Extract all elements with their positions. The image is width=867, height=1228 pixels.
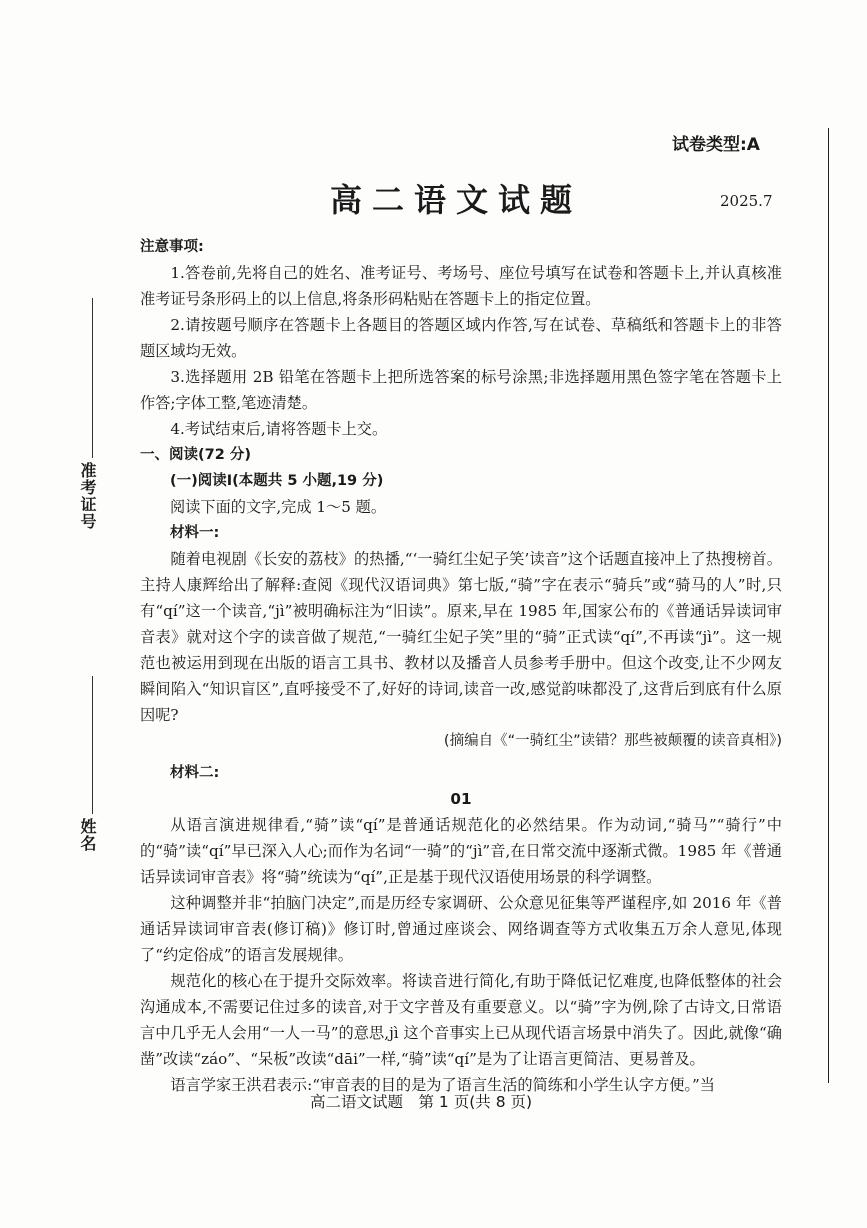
material2-paragraph: 从语言演进规律看,“骑”读“qí”是普通话规范化的必然结果。作为动词,“骑马”“骑行”中的“骑”读“qí”早已深入人心;而作为名词“一骑”的“jì”音,在日常交流中逐渐式微。1985 年《普通话异读词审音表》将“骑”统读为“qí”,正是基于现代汉语使用场景的科学调整。 <box>140 816 782 886</box>
main-content <box>140 234 782 1098</box>
exam-id-line <box>92 298 93 458</box>
page-edge-line <box>828 128 829 1083</box>
material2-label: 材料二: <box>170 765 220 781</box>
material1-source: (摘编自《“一骑红尘”读错？那些被颠覆的读音真相》) <box>443 733 782 749</box>
material1-text: 随着电视剧《长安的荔枝》的热播,“‘一骑红尘妃子笑’读音”这个话题直接冲上了热搜榜首。主持人康辉给出了解释:查阅《现代汉语词典》第七版,“骑”字在表示“骑兵”或“骑马的人”时,只有“qí”这一个读音,“jì”被明确标注为“旧读”。原来,早在 1985 年,国家公布的《普通话异读词审音表》就对这个字的读音做了规范,“一骑红尘妃子笑”里的“骑”正式读“qí”,不再读“jì”。这一规范也被运用到现在出版的语言工具书、教材以及播音人员参考手册中。但这个改变,让不少网友瞬间陷入“知识盲区”,直呼接受不了,好好的诗词,读音一改,感觉韵味都没了,这背后到底有什么原因呢? <box>140 550 782 724</box>
page-title: 高二语文试题 <box>330 181 583 219</box>
notice-item-3: 3.选择题用 2B 铅笔在答题卡上把所选答案的标号涂黑;非选择题用黑色签字笔在答题卡上作答;字体工整,笔迹清楚。 <box>140 368 782 412</box>
reading-instruction: 阅读下面的文字,完成 1～5 题。 <box>170 498 387 516</box>
name-line <box>92 676 93 814</box>
exam-id-label: 准考证号 <box>78 462 97 530</box>
material2-paragraph: 语言学家王洪君表示:“审音表的目的是为了语言生活的简练和小学生认字方便。”当 <box>170 1076 715 1094</box>
material1-label: 材料一: <box>170 525 220 541</box>
material2-part-number: 01 <box>450 790 472 808</box>
notice-heading: 注意事项: <box>140 239 204 255</box>
material2-paragraph: 这种调整并非“拍脑门决定”,而是历经专家调研、公众意见征集等严谨程序,如 2016 年《普通话异读词审音表(修订稿)》修订时,曾通过座谈会、网络调查等方式收集五万余人意见,体现了“约定俗成”的语言发展规律。 <box>140 894 782 964</box>
notice-item-1: 1.答卷前,先将自己的姓名、准考证号、考场号、座位号填写在试卷和答题卡上,并认真核准准考证号条形码上的以上信息,将条形码粘贴在答题卡上的指定位置。 <box>140 264 782 308</box>
exam-date: 2025.7 <box>720 192 773 210</box>
page-footer: 高二语文试题 第 1 页(共 8 页) <box>310 1093 533 1111</box>
section-heading: 一、阅读(72 分) <box>140 447 251 463</box>
notice-item-2: 2.请按题号顺序在答题卡上各题目的答题区域内作答,写在试卷、草稿纸和答题卡上的非答题区域均无效。 <box>140 316 782 360</box>
notice-item-4: 4.考试结束后,请将答题卡上交。 <box>170 420 388 438</box>
name-label: 姓名 <box>78 818 97 852</box>
paper-type: 试卷类型:A <box>672 135 760 155</box>
material2-paragraph: 规范化的核心在于提升交际效率。将读音进行简化,有助于降低记忆难度,也降低整体的社会沟通成本,不需要记住过多的读音,对于文字普及有重要意义。以“骑”字为例,除了古诗文,日常语言中几乎无人会用“一人一马”的意思,jì 这个音事实上已从现代语言场景中消失了。因此,就像“确凿”改读“záo”、“呆板”改读“dāi”一样,“骑”读“qí”是为了让语言更简洁、更易普及。 <box>140 972 782 1068</box>
sub-section-heading: (一)阅读Ⅰ(本题共 5 小题,19 分) <box>170 473 384 489</box>
